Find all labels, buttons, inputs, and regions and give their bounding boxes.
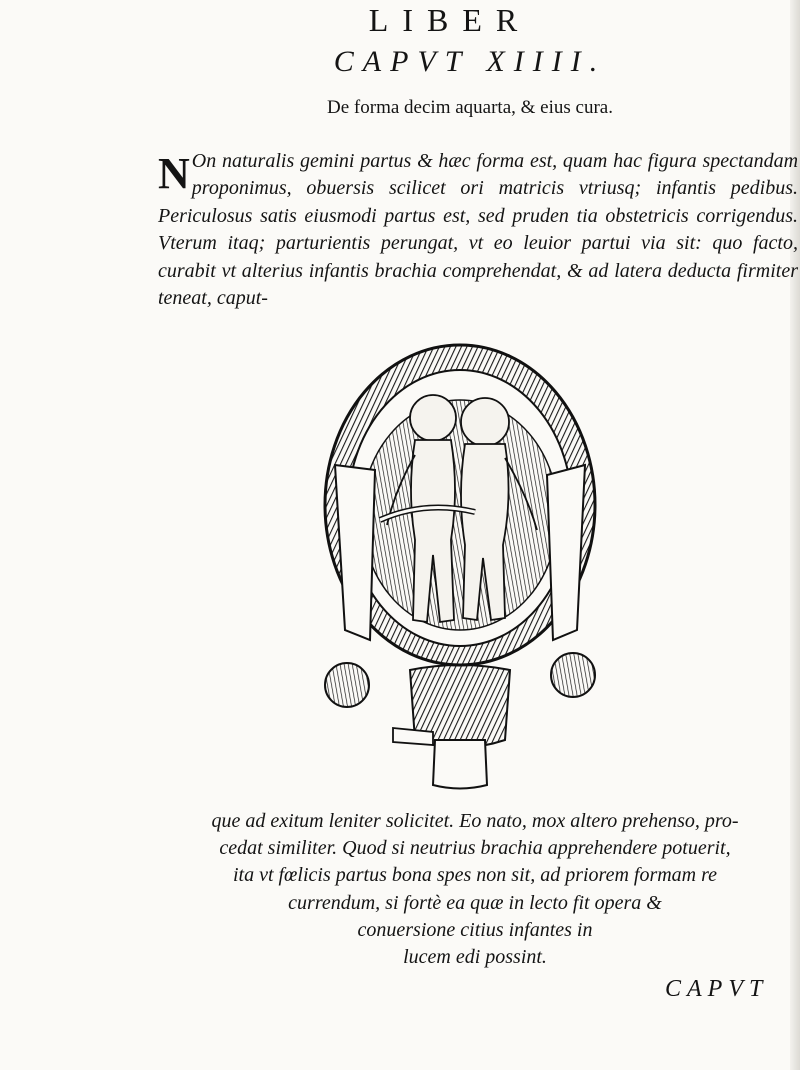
chapter-heading: CAPVT XIIII.: [333, 45, 607, 78]
running-head: LIBER: [368, 2, 532, 38]
text-line: currendum, si fortè ea quæ in lecto fit opera &: [288, 891, 662, 914]
text-line: que ad exitum leniter solicitet. Eo nato, mox altero prehenso, pro-: [211, 810, 739, 832]
text-line: brachia comprehendat, & ad latera deducta firmiter teneat, caput-: [158, 259, 798, 310]
text-line: tia obstetricis corrigendus. Vterum itaq; parturientis perungat,: [158, 204, 798, 255]
text-line: cedat similiter. Quod si neutrius brachia apprehendere potuerit,: [219, 837, 731, 860]
catchword: CAPVT: [665, 976, 769, 1002]
paragraph-1: [158, 148, 798, 312]
text-line: vt eo leuior partui via sit: quo facto, curabit vt alterius infantis: [158, 232, 798, 282]
chapter-subtitle: De forma decim aquarta, & eius cura.: [327, 97, 613, 118]
text-line: lucem edi possint.: [403, 946, 547, 969]
text-line: infantis pedibus. Periculosus satis eiusmodi partus est, sed pruden: [158, 177, 798, 227]
text-line: On naturalis gemini partus & hæc forma est, quam hac figura: [191, 150, 697, 172]
text-line: spectandam proponimus, obuersis scilicet ori matricis vtriusq;: [191, 150, 799, 200]
text-line: ita vt fœlicis partus bona spes non sit, ad priorem formam re: [232, 864, 718, 887]
paragraph-2: [150, 808, 800, 971]
drop-cap: N: [158, 149, 190, 198]
woodcut-twins-in-womb-icon: [315, 340, 605, 790]
text-line: conuersione citius infantes in: [357, 918, 593, 941]
